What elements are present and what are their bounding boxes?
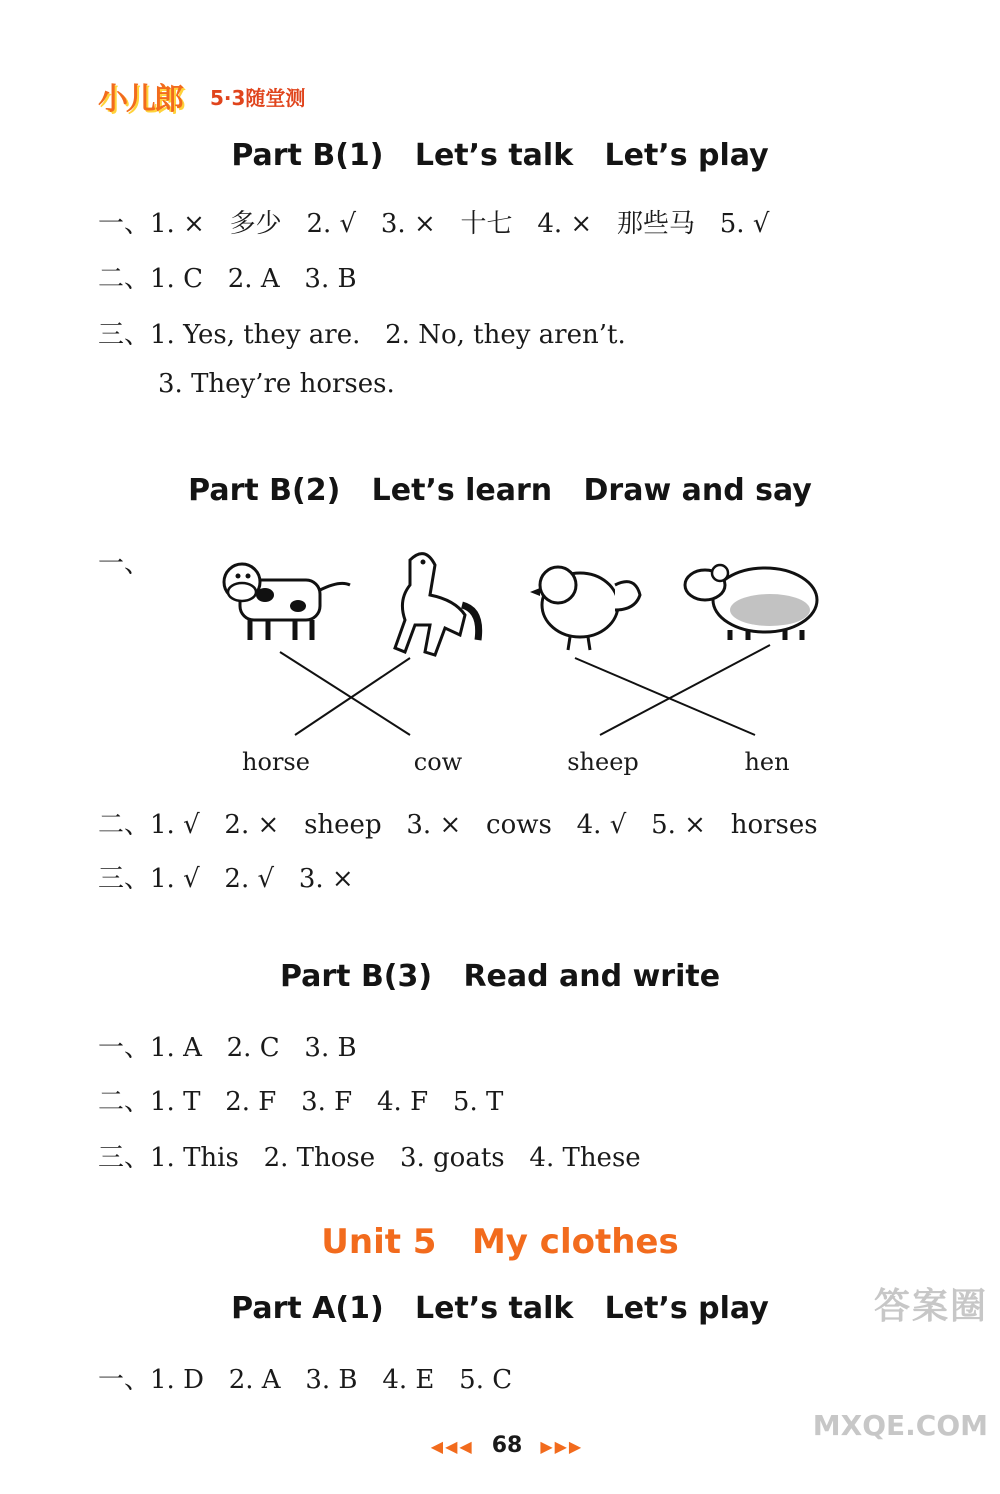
answer-row: 二、1. T 2. F 3. F 4. F 5. T: [98, 1087, 504, 1117]
match-line: [575, 658, 755, 735]
answer-row: 3. They’re horses.: [158, 369, 395, 399]
matching-diagram: [210, 540, 840, 790]
hen-icon: [530, 567, 640, 650]
watermark-cn: 答案圈: [873, 1286, 988, 1327]
watermark: [813, 1198, 988, 1482]
section-heading-b3: Part B(3) Read and write: [279, 959, 721, 994]
section-heading-a1: Part A(1) Let’s talk Let’s play: [231, 1291, 769, 1326]
cow-icon: [224, 564, 350, 640]
answer-row: 三、1. Yes, they are. 2. No, they aren’t.: [98, 320, 626, 350]
answer-row: 一、1. D 2. A 3. B 4. E 5. C: [98, 1365, 513, 1395]
match-line: [280, 652, 410, 735]
logo-sub-text: 5·3随堂测: [210, 86, 306, 110]
answer-row: 一、1. A 2. C 3. B: [98, 1033, 357, 1063]
left-arrows-icon: ◀◀◀: [430, 1437, 474, 1456]
publisher-logo: [98, 74, 306, 117]
answer-row: 二、1. C 2. A 3. B: [98, 264, 357, 294]
answer-row: 三、1. √ 2. √ 3. ×: [98, 864, 354, 894]
answer-row: 一、: [98, 549, 151, 579]
answer-row: 二、1. √ 2. × sheep 3. × cows 4. √ 5. × horses: [98, 810, 818, 840]
section-heading-b1: Part B(1) Let’s talk Let’s play: [231, 138, 769, 173]
answer-row: 一、1. × 多少 2. √ 3. × 十七 4. × 那些马 5. √: [98, 209, 770, 239]
section-heading-b2: Part B(2) Let’s learn Draw and say: [188, 473, 812, 508]
word-label: horse: [242, 748, 310, 776]
page-number: 68: [491, 1433, 523, 1458]
horse-icon: [395, 554, 479, 655]
answer-row: 三、1. This 2. Those 3. goats 4. These: [98, 1143, 641, 1173]
match-line: [600, 645, 770, 735]
right-arrows-icon: ▶▶▶: [540, 1437, 584, 1456]
sheep-icon: [685, 565, 817, 640]
unit-title: Unit 5 My clothes: [321, 1222, 679, 1262]
word-label: hen: [744, 748, 790, 776]
word-label: sheep: [567, 748, 639, 776]
logo-main-text: 小儿郎: [98, 82, 182, 117]
watermark-en: MXQE.COM: [812, 1409, 988, 1442]
word-label: cow: [413, 748, 463, 776]
